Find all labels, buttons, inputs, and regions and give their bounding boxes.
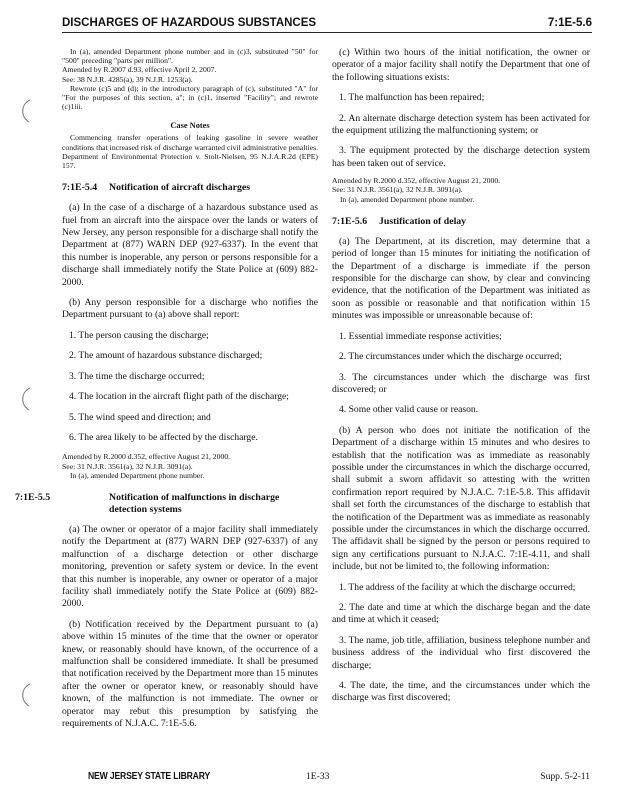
section-heading-5-6 xyxy=(332,216,590,228)
list-item: 2. The circumstances under which the discharge occurred; xyxy=(339,351,562,363)
paragraph: (b) Notification received by the Department pursuant to (a) above within 15 minutes of the time that the owner or operator knew, or reasonably should have known, of the occurrence of a malfunction shall be considered immediate. It shall be presumed that notification received by the Department more than 15 minutes after the owner or operator knew, or reasonably should have known, of the malfunction is not immediate. The owner or operator may rebut this presumption by satisfying the requirements of N.J.A.C. 7:1E-5.6. xyxy=(62,618,318,730)
section-number: 7:1E-5.6 xyxy=(332,215,368,227)
list-item: 2. An alternate discharge detection system has been activated for the equipment utilizing the malfunctioning system; or xyxy=(332,112,590,137)
list-item: 3. The equipment protected by the discharge detection system has been taken out of service. xyxy=(332,145,590,169)
history-note: In (a), amended Department phone number. xyxy=(340,194,475,204)
list-item: 4. The date, the time, and the circumstances under which the discharge was first discovered; xyxy=(332,680,590,704)
section-title: Notification of aircraft discharges xyxy=(109,182,251,194)
history-note: In (a), amended Department phone number and in (c)3, substituted "50" for "500" preceding "parts per million". xyxy=(62,47,318,66)
list-item: 5. The wind speed and direction; and xyxy=(69,411,211,423)
paragraph: (a) The Department, at its discretion, may determine that a period of longer than 15 minutes for initiating the notification of the Department of a discharge is immediate if the person responsible for the discharge can show, by clear and convincing evidence, that the notification of the Department was initiated as soon as possible or reasonable and that notification within 15 minutes was impossible or unreasonable because of: xyxy=(332,235,590,322)
library-stamp: NEW JERSEY STATE LIBRARY xyxy=(88,770,211,782)
list-item: 3. The circumstances under which the discharge was first discovered; or xyxy=(332,371,590,395)
paragraph: (a) The owner or operator of a major facility shall immediately notify the Department at (877) WARN DEP (927-6337) of any malfunction of a discharge detection or other discharge monitoring, prevention or safety system or device. In the event that this number is inoperable, any owner or operator of a major facility shall immediately notify the State Police at (609) 882-2000. xyxy=(62,523,318,610)
page-number: 1E-33 xyxy=(306,771,330,782)
list-item: 4. Some other valid cause or reason. xyxy=(339,404,479,416)
list-item: 3. The name, job title, affiliation, business telephone number and business address of the individual who first discovered the discharge; xyxy=(332,634,590,671)
section-number: 7:1E-5.4 xyxy=(62,182,98,194)
punch-hole-mark xyxy=(17,386,35,412)
header-section: 7:1E-5.6 xyxy=(547,17,592,29)
case-notes-text: Commencing transfer operations of leaking gasoline in severe weather conditions that increased risk of discharge warranted civil administrative penalties. Department of Environmental Protection v. Stolt-Nielsen, 95 N.J.A.R.2d (EPE) 157. xyxy=(62,133,318,171)
history-note: Amended by R.2000 d.352, effective August 21, 2000. xyxy=(62,452,231,462)
section-title: Notification of malfunctions in discharge detection systems xyxy=(109,491,280,515)
section-number: 7:1E-5.5 xyxy=(15,491,51,503)
list-item: 3. The time the discharge occurred; xyxy=(69,370,205,382)
history-note: See: 31 N.J.R. 3561(a), 32 N.J.R. 3091(a). xyxy=(62,461,193,471)
list-item: 2. The date and time at which the discharge began and the date and time at which it ceased; xyxy=(332,602,590,626)
history-note: See: 38 N.J.R. 4285(a), 39 N.J.R. 1253(a). xyxy=(62,74,193,84)
history-note: Amended by R.2000 d.352, effective August 21, 2000. xyxy=(332,176,501,186)
punch-hole-mark xyxy=(17,98,35,124)
paragraph: (b) Any person responsible for a discharge who notifies the Department pursuant to (a) above shall report: xyxy=(62,297,318,321)
header-title: DISCHARGES OF HAZARDOUS SUBSTANCES xyxy=(62,17,317,29)
paragraph: (b) A person who does not initiate the notification of the Department of a discharge within 15 minutes and who desires to establish that the notification was as immediate as reasonably possible under the circumstances in which the discharge occurred, shall submit a sworn affidavit so attesting with the written confirmation report required by N.J.A.C. 7:1E-5.8. This affidavit shall set forth the circumstances of the discharge to establish that the notification of the Department was as immediate as reasonably possible under the circumstances in which the discharge occurred. The affidavit shall be signed by the person or persons required to sign any certifications pursuant to N.J.A.C. 7:1E-4.11, and shall include, but not be limited to, the following information: xyxy=(332,424,590,573)
list-item: 1. The person causing the discharge; xyxy=(69,329,209,341)
list-item: 1. Essential immediate response activities; xyxy=(339,330,502,342)
list-item: 4. The location in the aircraft flight path of the discharge; xyxy=(69,391,289,403)
list-item: 2. The amount of hazardous substance discharged; xyxy=(69,350,263,362)
running-header xyxy=(62,17,592,33)
left-column xyxy=(15,47,318,730)
paragraph: (c) Within two hours of the initial notification, the owner or operator of a major facility shall notify the Department that one of the following situations exists: xyxy=(332,47,590,83)
section-title: Justification of delay xyxy=(379,215,467,227)
list-item: 1. The address of the facility at which the discharge occurred; xyxy=(339,581,576,593)
history-note: In (a), amended Department phone number. xyxy=(70,470,205,480)
case-notes-heading: Case Notes xyxy=(170,121,210,131)
section-heading-5-4 xyxy=(62,182,318,194)
section-heading-5-5 xyxy=(15,491,318,516)
history-note: Rewrote (c)5 and (d); in the introductory paragraph of (c), substituted "A" for "For the purposes of this section, a"; in (c)1, inserted "Facility"; and rewrote (c)1iii. xyxy=(62,83,318,112)
punch-hole-mark xyxy=(17,682,35,708)
list-item: 1. The malfunction has been repaired; xyxy=(339,92,485,104)
paragraph: (a) In the case of a discharge of a hazardous substance used as fuel from an aircraft into the airspace over the lands or waters of New Jersey, any person responsible for a discharge shall notify the Department at (877) WARN DEP (927-6337). In the event that this number is inoperable, any person or persons responsible for a discharge shall immediately notify the State Police at (609) 882-2000. xyxy=(62,202,318,288)
list-item: 6. The area likely to be affected by the discharge. xyxy=(69,431,258,443)
history-note: See: 31 N.J.R. 3561(a), 32 N.J.R. 3091(a). xyxy=(332,185,463,195)
right-column xyxy=(332,47,590,705)
supplement-date: Supp. 5-2-11 xyxy=(540,771,590,782)
page-footer xyxy=(0,770,618,784)
history-note: Amended by R.2007 d.93, effective April 2, 2007. xyxy=(62,65,217,75)
